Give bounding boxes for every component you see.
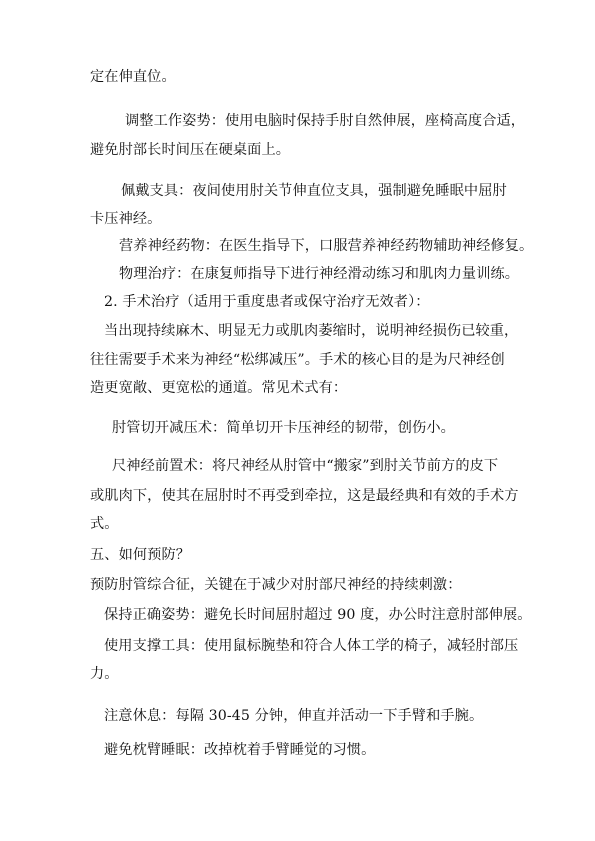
text-line: 往往需要手术来为神经“松绑减压”。手术的核心目的是为尺神经创 [90, 352, 505, 368]
text-line: 物理治疗：在康复师指导下进行神经滑动练习和肌肉力量训练。 [119, 266, 520, 282]
text-line: 避免肘部长时间压在硬桌面上。 [90, 142, 291, 158]
text-line: 定在伸直位。 [90, 69, 176, 85]
text-line: 注意休息：每隔 30-45 分钟，伸直并活动一下手臂和手腕。 [104, 708, 484, 724]
text-line: 肘管切开减压术：简单切开卡压神经的韧带，创伤小。 [112, 420, 455, 436]
text-line: 佩戴支具：夜间使用肘关节伸直位支具，强制避免睡眠中屈肘 [121, 183, 507, 199]
text-line: 造更宽敞、更宽松的通道。常见术式有： [90, 380, 348, 396]
section-heading: 五、如何预防？ [90, 547, 191, 563]
text-line: 避免枕臂睡眠：改掉枕着手臂睡觉的习惯。 [104, 742, 376, 758]
text-line: 营养神经药物：在医生指导下，口服营养神经药物辅助神经修复。 [119, 238, 534, 254]
text-line: 使用支撑工具：使用鼠标腕垫和符合人体工学的椅子，减轻肘部压 [104, 638, 519, 654]
text-line: 调整工作姿势：使用电脑时保持手肘自然伸展，座椅高度合适， [125, 113, 526, 129]
text-line: 尺神经前置术：将尺神经从肘管中“搬家”到肘关节前方的皮下 [112, 458, 499, 474]
text-line: 力。 [90, 666, 119, 682]
text-line: 预防肘管综合征，关键在于减少对肘部尺神经的持续刺激： [90, 577, 462, 593]
section-heading: 2. 手术治疗（适用于重度患者或保守治疗无效者）： [104, 294, 430, 310]
text-line: 式。 [90, 516, 119, 532]
text-line: 或肌肉下，使其在屈肘时不再受到牵拉，这是最经典和有效的手术方 [90, 488, 519, 504]
text-line: 卡压神经。 [90, 211, 162, 227]
text-line: 保持正确姿势：避免长时间屈肘超过 90 度，办公时注意肘部伸展。 [104, 607, 532, 623]
text-line: 当出现持续麻木、明显无力或肌肉萎缩时，说明神经损伤已较重， [104, 323, 519, 339]
